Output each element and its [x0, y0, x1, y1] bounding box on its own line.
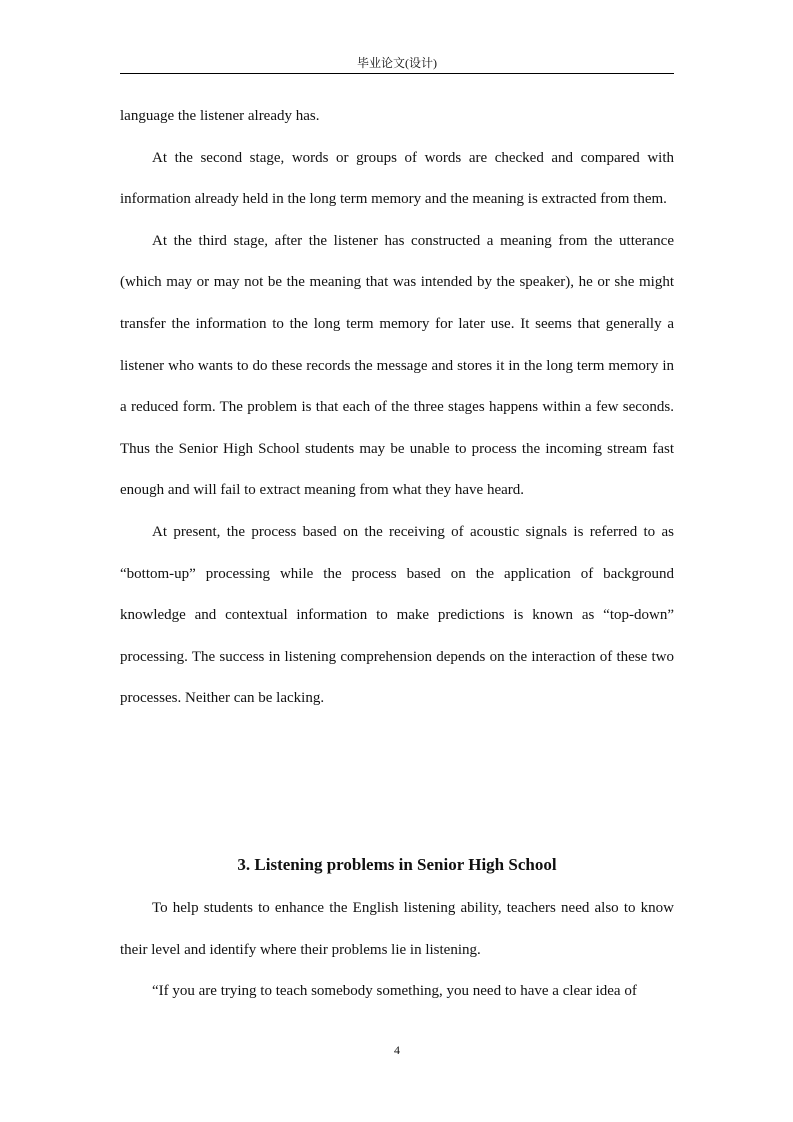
paragraph-help-students: To help students to enhance the English listening ability, teachers need also to know their level and identify where their problems lie in listening. — [120, 900, 674, 958]
section-body-text — [120, 888, 674, 1013]
paragraph-third-stage: At the third stage, after the listener has constructed a meaning from the utterance (which may or may not be the meaning that was intended by the speaker), he or she might transfer the information to the long term memory for later use. It seems that generally a listener who wants to do these records the message and stores it in the long term memory in a reduced form. The problem is that each of the three stages happens within a few seconds. Thus the Senior High School students may be unable to process the incoming stream fast enough and will fail to extract meaning from what they have heard. — [120, 232, 674, 499]
page-header: 毕业论文(设计) — [357, 56, 437, 70]
paragraph-processing: At present, the process based on the receiving of acoustic signals is referred to as “bottom-up” processing while the process based on the application of background knowledge and contextual information to make predictions is known as “top-down” processing. The success in listening comprehension depends on the interaction of these two processes. Neither can be lacking. — [120, 523, 674, 707]
body-text — [120, 96, 674, 720]
header-rule — [120, 73, 674, 74]
paragraph-quote: “If you are trying to teach somebody something, you need to have a clear idea of — [152, 983, 637, 1000]
section-heading: 3. Listening problems in Senior High School — [237, 855, 557, 874]
paragraph-continuation: language the listener already has. — [120, 108, 320, 124]
page-number: 4 — [394, 1043, 400, 1057]
paragraph-second-stage: At the second stage, words or groups of words are checked and compared with information already held in the long term memory and the meaning is extracted from them. — [120, 149, 674, 208]
